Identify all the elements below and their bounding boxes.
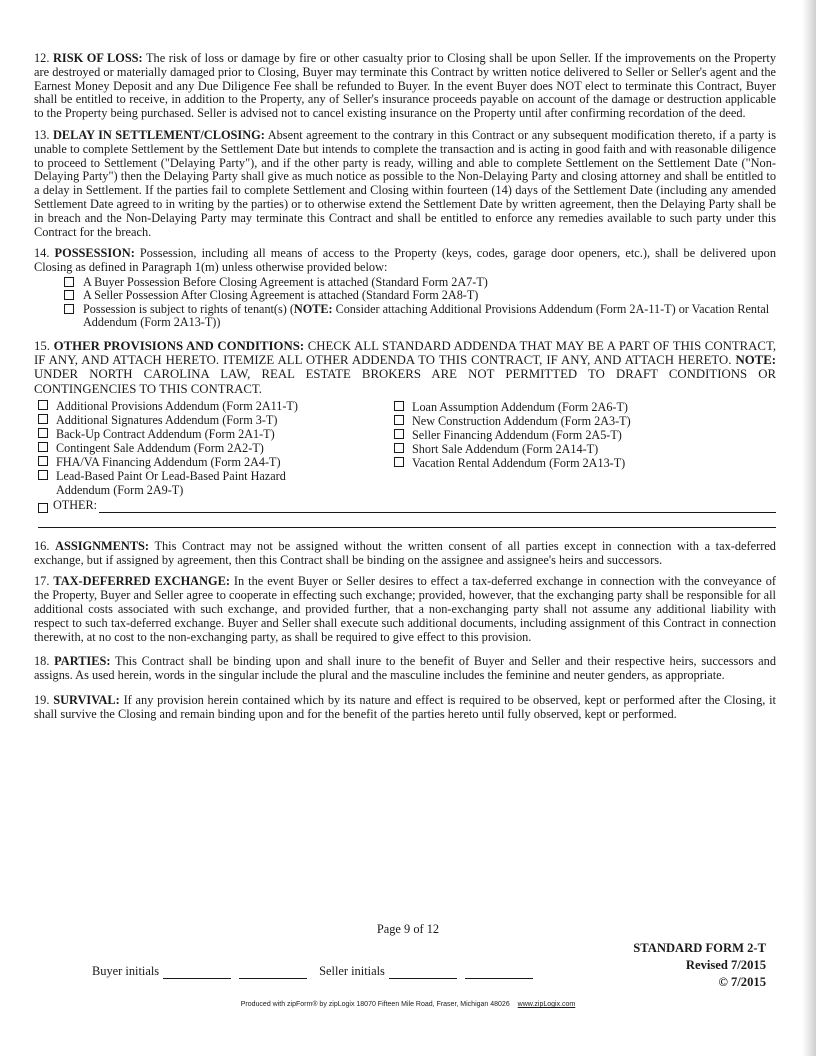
possession-option-tenant-rights[interactable]: Possession is subject to rights of tenant(s) (NOTE: Consider attaching Additional Provisions Addendum (Form 2A-11-T) or Vacation Rental Addendum (Form 2A13-T)) — [64, 303, 776, 330]
section-body: The risk of loss or damage by fire or other casualty prior to Closing shall be upon Seller. If the improvements on the Property are destroyed or materially damaged prior to Closing, Buyer may terminate this Contract by written notice delivered to Seller or Seller's agent and the Earnest Money Deposit and any Due Diligence Fee shall be refunded to Buyer. In the event Buyer does NOT elect to terminate this Contract, Buyer shall be entitled to receive, in addition to the Property, any of Seller's insurance proceeds payable on account of the damage or destruction applicable to the Property being purchased. Seller is advised not to cancel existing insurance on the Property until after confirming recordation of the deed. — [34, 51, 776, 121]
checkbox[interactable] — [394, 415, 404, 425]
addendum-lead-based-paint[interactable]: Lead-Based Paint Or Lead-Based Paint Hazard Addendum (Form 2A9-T) — [38, 469, 394, 497]
possession-options — [64, 276, 776, 330]
initials-row — [92, 964, 533, 979]
addenda-left-column — [38, 399, 394, 497]
section-title: ASSIGNMENTS: — [55, 538, 150, 553]
section-title: OTHER PROVISIONS AND CONDITIONS: — [53, 338, 305, 353]
other-checkbox[interactable] — [38, 503, 48, 513]
copyright: © 7/2015 — [718, 975, 766, 989]
section-17-tax-deferred-exchange — [34, 575, 776, 644]
revised-date: Revised 7/2015 — [685, 958, 766, 972]
section-16-assignments — [34, 540, 776, 568]
form-name: STANDARD FORM 2-T — [633, 941, 766, 955]
section-title: POSSESSION: — [54, 246, 135, 261]
addendum-loan-assumption[interactable]: Loan Assumption Addendum (Form 2A6-T) — [394, 400, 750, 414]
addendum-short-sale[interactable]: Short Sale Addendum (Form 2A14-T) — [394, 442, 750, 456]
other-addendum-row — [38, 498, 776, 513]
possession-option-buyer-before-closing[interactable]: A Buyer Possession Before Closing Agreement is attached (Standard Form 2A7-T) — [64, 276, 776, 290]
addendum-additional-signatures[interactable]: Additional Signatures Addendum (Form 3-T) — [38, 413, 394, 427]
addendum-additional-provisions[interactable]: Additional Provisions Addendum (Form 2A11-T) — [38, 399, 394, 413]
section-body: This Contract may not be assigned without the written consent of all parties except in connection with a tax-deferred exchange, but if assigned by agreement, then this Contract shall be binding on the assignee and assignee's heirs and successors. — [34, 538, 776, 567]
checkbox[interactable] — [38, 442, 48, 452]
buyer-initials-field-1[interactable] — [163, 966, 231, 979]
section-number: 13. — [34, 127, 50, 142]
section-title: DELAY IN SETTLEMENT/CLOSING: — [52, 127, 265, 142]
checkbox[interactable] — [64, 277, 74, 287]
section-title: TAX-DEFERRED EXCHANGE: — [53, 574, 230, 589]
section-body: CHECK ALL STANDARD ADDENDA THAT MAY BE A PART OF THIS CONTRACT, IF ANY, AND ATTACH HERETO. ITEMIZE ALL OTHER ADDENDA TO THIS CONTRACT, IF ANY, AND ATTACH HERETO. — [34, 338, 777, 368]
ziplogix-link[interactable]: www.zipLogix.com — [517, 1001, 576, 1008]
standard-addenda-checklist — [38, 399, 776, 497]
section-number: 15. — [34, 338, 50, 353]
checkbox[interactable] — [38, 470, 48, 480]
checkbox[interactable] — [38, 414, 48, 424]
section-body: This Contract shall be binding upon and shall inure to the benefit of Buyer and Seller and their respective heirs, successors and assigns. As used herein, words in the singular include the plural and the masculine includes the feminine and neuter genders, as appropriate. — [34, 654, 776, 683]
checkbox[interactable] — [394, 443, 404, 453]
page-edge-shadow — [802, 0, 816, 1056]
section-body: In the event Buyer or Seller desires to effect a tax-deferred exchange in connection with the conveyance of the Property, Buyer and Seller agree to cooperate in effecting such exchange; provided, however, that the exchanging party shall be responsible for all additional costs associated with such exchange, and provided further, that a non-exchanging party shall not assume any additional liability with respect to such tax-deferred exchange. Buyer and Seller shall execute such additional documents, including assignment of this Contract in connection therewith, at no cost to the non-exchanging party, as shall be required to give effect to this provision. — [34, 574, 776, 644]
section-18-parties — [34, 655, 776, 683]
checkbox[interactable] — [64, 304, 74, 314]
addendum-seller-financing[interactable]: Seller Financing Addendum (Form 2A5-T) — [394, 428, 750, 442]
checkbox[interactable] — [394, 457, 404, 467]
section-19-survival — [34, 694, 776, 722]
section-number: 12. — [34, 51, 50, 65]
addendum-fha-va-financing[interactable]: FHA/VA Financing Addendum (Form 2A4-T) — [38, 455, 394, 469]
produced-with-line: Produced with zipForm® by zipLogix 18070 Fifteen Mile Road, Fraser, Michigan 48026 www.zipLogix.com — [240, 1001, 576, 1008]
section-title: SURVIVAL: — [53, 692, 120, 707]
section-number: 17. — [34, 574, 50, 589]
addendum-back-up-contract[interactable]: Back-Up Contract Addendum (Form 2A1-T) — [38, 427, 394, 441]
section-body: Absent agreement to the contrary in this Contract or any subsequent modification thereto, if a party is unable to complete Settlement by the Settlement Date but intends to complete the transaction and is acting in good faith and with reasonable diligence to proceed to Settlement ("Delaying Party"), and if the other party is ready, willing and able to complete Settlement on the Settlement Date ("Non-Delaying Party") then the Delaying Party shall give as much notice as possible to the Non-Delaying Party and closing attorney and shall be entitled to a delay in Settlement. If the parties fail to complete Settlement and Closing within fourteen (14) days of the Settlement Date (including any amended Settlement Date agreed to in writing by the parties) or to otherwise extend the Settlement Date by written agreement, then the Delaying Party shall be in breach and the Non-Delaying Party may terminate this Contract and shall be entitled to enforce any remedies available to such party under this Contract for the breach. — [34, 127, 777, 239]
buyer-initials-field-2[interactable] — [239, 966, 307, 979]
addendum-vacation-rental[interactable]: Vacation Rental Addendum (Form 2A13-T) — [394, 456, 750, 470]
addendum-contingent-sale[interactable]: Contingent Sale Addendum (Form 2A2-T) — [38, 441, 394, 455]
checkbox[interactable] — [394, 429, 404, 439]
page-number: Page 9 of 12 — [376, 922, 440, 936]
section-15-other-provisions — [34, 339, 776, 396]
section-13-delay-in-settlement — [34, 129, 776, 239]
possession-option-seller-after-closing[interactable]: A Seller Possession After Closing Agreement is attached (Standard Form 2A8-T) — [64, 289, 776, 303]
other-input-line-2[interactable] — [38, 513, 776, 528]
section-number: 14. — [34, 246, 50, 261]
section-number: 16. — [34, 538, 50, 553]
note-label: NOTE: — [735, 353, 776, 368]
buyer-initials-label: Buyer initials — [92, 964, 160, 978]
checkbox[interactable] — [38, 400, 48, 410]
note-body: UNDER NORTH CAROLINA LAW, REAL ESTATE BROKERS ARE NOT PERMITTED TO DRAFT CONDITIONS OR CONTINGENCIES TO THIS CONTRACT. — [34, 367, 776, 396]
other-input-line[interactable] — [99, 502, 776, 513]
seller-initials-field-1[interactable] — [389, 966, 457, 979]
seller-initials-field-2[interactable] — [465, 966, 533, 979]
section-title: PARTIES: — [54, 654, 111, 669]
section-body: If any provision herein contained which by its nature and effect is required to be observed, kept or performed after the Closing, it shall survive the Closing and remain binding upon and for the benefit of the parties hereto until fully observed, kept or performed. — [34, 692, 776, 721]
checkbox[interactable] — [64, 290, 74, 300]
section-number: 19. — [34, 692, 50, 707]
section-title: RISK OF LOSS: — [53, 51, 143, 65]
checkbox[interactable] — [394, 401, 404, 411]
addendum-new-construction[interactable]: New Construction Addendum (Form 2A3-T) — [394, 414, 750, 428]
section-12-risk-of-loss — [34, 52, 776, 121]
checkbox[interactable] — [38, 428, 48, 438]
section-14-possession — [34, 247, 776, 275]
section-body: Possession, including all means of access to the Property (keys, codes, garage door openers, etc.), shall be delivered upon Closing as defined in Paragraph 1(m) unless otherwise provided below: — [34, 246, 776, 275]
addenda-right-column — [394, 399, 750, 497]
checkbox[interactable] — [38, 456, 48, 466]
section-number: 18. — [34, 654, 50, 669]
contract-page-body — [34, 52, 776, 730]
other-label: OTHER: — [53, 497, 98, 512]
standard-form-block — [633, 940, 766, 991]
seller-initials-label: Seller initials — [319, 964, 385, 978]
